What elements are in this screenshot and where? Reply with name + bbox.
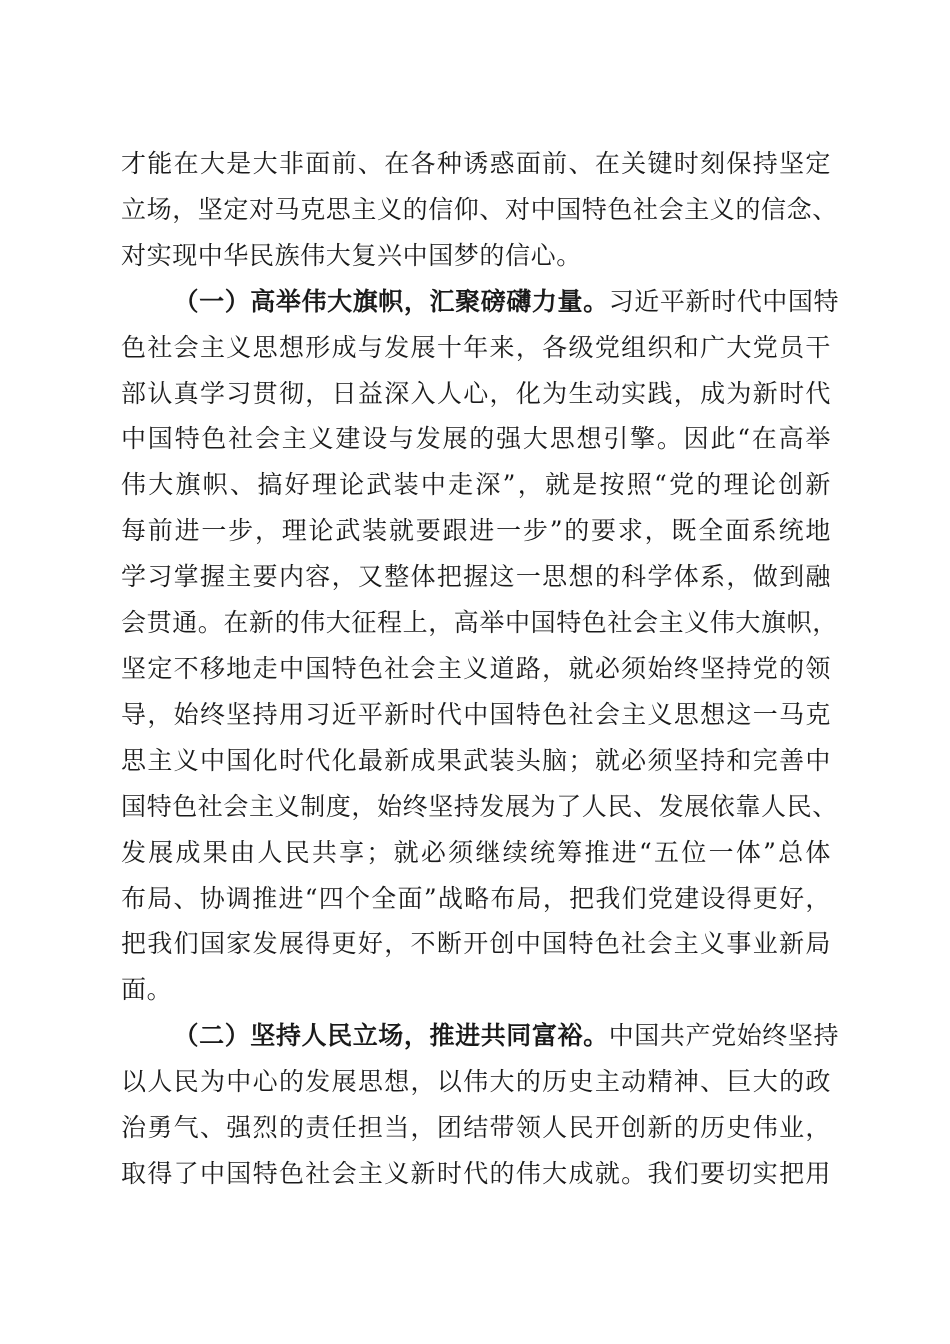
document-body bbox=[121, 141, 840, 1197]
paragraph-continuation bbox=[121, 141, 838, 279]
section-first-line bbox=[121, 1013, 840, 1059]
text-line: 布局、协调推进“四个全面”战略布局，把我们党建设得更好， bbox=[121, 883, 831, 913]
section-first-line-text: 习近平新时代中国特 bbox=[608, 286, 840, 316]
text-line: 以人民为中心的发展思想，以伟大的历史主动精神、巨大的政 bbox=[121, 1067, 831, 1097]
text-line: 面。 bbox=[121, 975, 173, 1005]
text-line: 坚定不移地走中国特色社会主义道路，就必须始终坚持党的领 bbox=[121, 653, 831, 683]
section-heading: （二）坚持人民立场，推进共同富裕。 bbox=[173, 1021, 609, 1051]
text-line: 学习掌握主要内容，又整体把握这一思想的科学体系，做到融 bbox=[121, 562, 831, 592]
text-line: 部认真学习贯彻，日益深入人心，化为生动实践，成为新时代 bbox=[121, 378, 831, 408]
paragraph-section-2 bbox=[121, 1013, 840, 1197]
text-line: 发展成果由人民共享；就必须继续统筹推进“五位一体”总体 bbox=[121, 837, 831, 867]
text-line: 伟大旗帜、搞好理论武装中走深”，就是按照“党的理论创新 bbox=[121, 470, 831, 500]
section-first-line-text: 中国共产党始终坚持 bbox=[608, 1021, 840, 1051]
section-heading: （一）高举伟大旗帜，汇聚磅礴力量。 bbox=[173, 286, 609, 316]
text-line: 会贯通。在新的伟大征程上，高举中国特色社会主义伟大旗帜， bbox=[121, 608, 838, 638]
text-line: 色社会主义思想形成与发展十年来，各级党组织和广大党员干 bbox=[121, 332, 831, 362]
section-first-line bbox=[121, 279, 840, 325]
paragraph-section-1 bbox=[121, 279, 840, 1014]
text-line: 立场，坚定对马克思主义的信仰、对中国特色社会主义的信念、 bbox=[121, 194, 838, 224]
text-line: 把我们国家发展得更好，不断开创中国特色社会主义事业新局 bbox=[121, 929, 831, 959]
text-line: 对实现中华民族伟大复兴中国梦的信心。 bbox=[121, 240, 582, 270]
text-line: 每前进一步，理论武装就要跟进一步”的要求，既全面系统地 bbox=[121, 516, 831, 546]
text-line: 才能在大是大非面前、在各种诱惑面前、在关键时刻保持坚定 bbox=[121, 149, 831, 178]
text-line: 取得了中国特色社会主义新时代的伟大成就。我们要切实把用 bbox=[121, 1158, 831, 1188]
text-line: 治勇气、强烈的责任担当，团结带领人民开创新的历史伟业， bbox=[121, 1113, 831, 1143]
text-line: 思主义中国化时代化最新成果武装头脑；就必须坚持和完善中 bbox=[121, 745, 831, 775]
text-line: 导，始终坚持用习近平新时代中国特色社会主义思想这一马克 bbox=[121, 699, 831, 729]
text-line: 国特色社会主义制度，始终坚持发展为了人民、发展依靠人民、 bbox=[121, 791, 838, 821]
text-line: 中国特色社会主义建设与发展的强大思想引擎。因此“在高举 bbox=[121, 424, 831, 454]
